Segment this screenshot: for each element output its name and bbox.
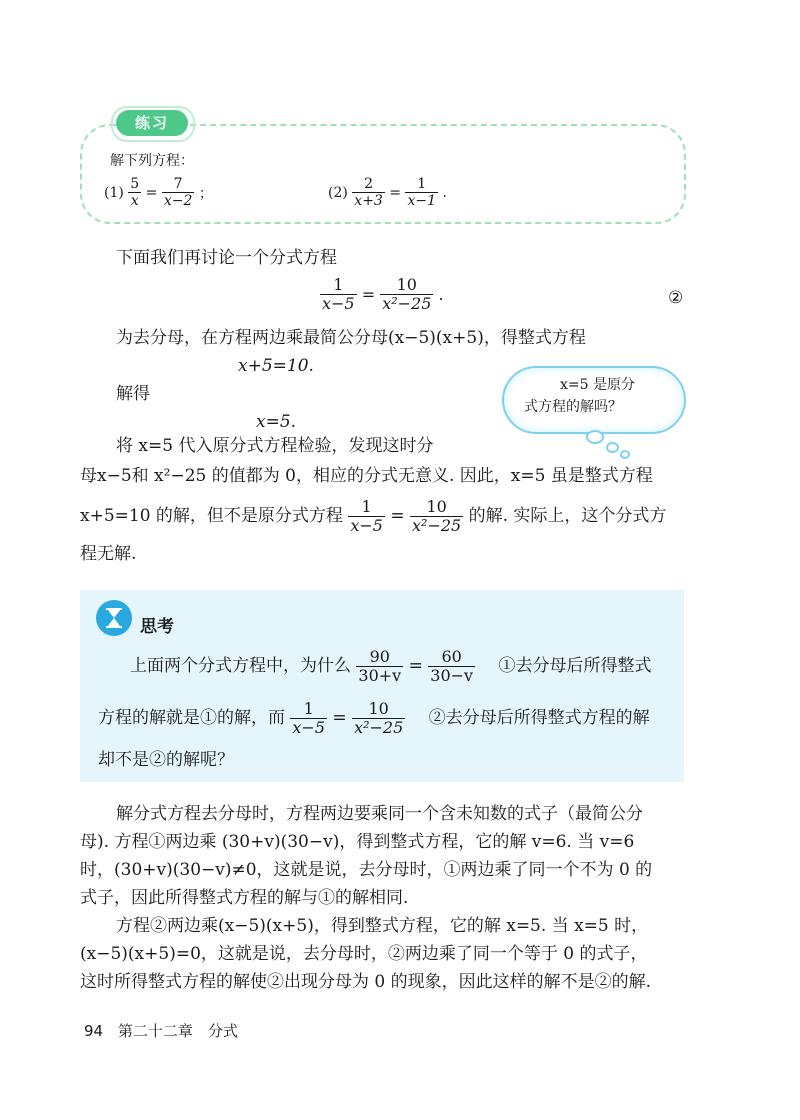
- q1-label: (1): [104, 184, 124, 201]
- hourglass-icon: [96, 600, 132, 636]
- think-line-3: 却不是②的解呢？: [98, 750, 234, 770]
- explanation-p1-line4: 式子，因此所得整式方程的解与①的解相同.: [80, 888, 409, 908]
- cloud-bubble: [620, 450, 630, 459]
- think-line-1: 上面两个分式方程中，为什么 $\frac{90}{30+v}$ = $\frac{60}{30-v}$ ①去分母后所得整式: [130, 647, 652, 686]
- q2-label: (2): [328, 184, 348, 201]
- explanation-p1-line1: 解分式方程去分母时，方程两边要乘同一个含未知数的式子（最简公分: [116, 804, 643, 824]
- equation-tag-2: ②: [668, 288, 684, 308]
- explanation-p2-line3: 这时所得整式方程的解使②出现分母为 0 的现象，因此这样的解不是②的解.: [80, 972, 652, 992]
- fraction: $\frac{1}{x-1}$: [407, 176, 437, 210]
- practice-badge: 练习: [116, 110, 188, 136]
- explanation-p1-line3: 时，(30+v)(30−v)≠0，这就是说，去分母时，①两边乘了同一个不为 0 的: [80, 860, 653, 880]
- cloud-bubble: [586, 430, 604, 444]
- fraction: $\frac{7}{x-2}$: [163, 176, 193, 210]
- cloud-line-2: 式方程的解吗？: [524, 399, 622, 415]
- check-line-4: 程无解.: [80, 544, 137, 564]
- practice-q1: (1) $\frac{5}{x}$ = $\frac{7}{x-2}$ ；: [104, 176, 213, 210]
- page-footer: [84, 1020, 238, 1041]
- explanation-p1-line2: 母). 方程①两边乘 (30+v)(30−v)，得到整式方程，它的解 v=6. 当 v=6: [80, 832, 635, 852]
- explanation-p2-line1: 方程②两边乘(x−5)(x+5)，得到整式方程，它的解 x=5. 当 x=5 时，: [116, 916, 649, 936]
- check-line-2: 母x−5和 x²−25 的值都为 0，相应的分式无意义. 因此，x=5 虽是整式方程: [80, 466, 653, 486]
- cloud-line-1: x=5 是原分: [560, 377, 635, 393]
- solve-label: 解得: [116, 384, 150, 404]
- solution: x=5.: [256, 412, 297, 432]
- think-title: 思考: [140, 617, 174, 637]
- think-line-2: 方程的解就是①的解，而 $\frac{1}{x-5}$ = $\frac{10}{\text{x²−25}}$ ②去分母后所得整式方程的解: [98, 699, 650, 738]
- fraction: $\frac{2}{x+3}$: [354, 176, 383, 210]
- intro-text: 下面我们再讨论一个分式方程: [116, 248, 337, 268]
- fraction: $\frac{5}{x}$: [130, 176, 140, 210]
- check-line-1: 将 x=5 代入原分式方程检验，发现这时分: [116, 436, 434, 456]
- cloud-bubble: [606, 442, 619, 453]
- chapter-title: 第二十二章 分式: [117, 1022, 238, 1040]
- page-number: 94: [84, 1022, 104, 1040]
- practice-q2: (2) $\frac{2}{x+3}$ = $\frac{1}{x-1}$ .: [328, 176, 447, 210]
- practice-instruction: 解下列方程：: [110, 153, 194, 169]
- equation-2: $\frac{1}{x-5}$ = $\frac{10}{\text{x²−25}}$ .: [322, 275, 444, 314]
- explanation-p2-line2: (x−5)(x+5)=0，这就是说，去分母时，②两边乘了同一个等于 0 的式子，: [80, 944, 648, 964]
- check-line-3: x+5=10 的解，但不是原分式方程 $\frac{1}{x-5}$ = $\frac{10}{\text{x²−25}}$ 的解. 实际上，这个分式方: [80, 497, 667, 536]
- denominator-text: 为去分母，在方程两边乘最简公分母(x−5)(x+5)，得整式方程: [116, 328, 586, 348]
- integer-equation: x+5=10.: [238, 356, 314, 376]
